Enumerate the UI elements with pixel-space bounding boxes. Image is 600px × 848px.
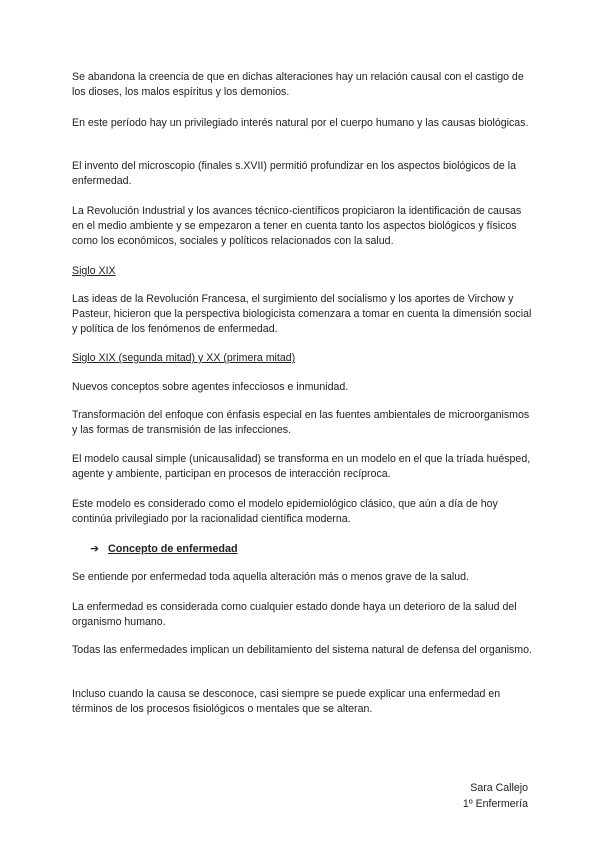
course-label: 1º Enfermería bbox=[462, 798, 528, 810]
section-heading-siglo-xix-xx: Siglo XIX (segunda mitad) y XX (primera mitad) bbox=[72, 352, 296, 364]
paragraph-transformacion: Transformación del enfoque con énfasis especial en las fuentes ambientales de microorganismos y las formas de transmisión de las infecciones. bbox=[72, 409, 530, 436]
paragraph-periodo: En este período hay un privilegiado interés natural por el cuerpo humano y las causas biológicas. bbox=[72, 117, 529, 129]
heading-concepto-enfermedad: Concepto de enfermedad bbox=[108, 543, 238, 555]
section-heading-siglo-xix: Siglo XIX bbox=[72, 265, 116, 277]
author-name: Sara Callejo bbox=[470, 782, 528, 794]
paragraph-modelo-causal: El modelo causal simple (unicausalidad) se transforma en un modelo en el que la tríada huésped, agente y ambiente, participan en procesos de interacción recíproca. bbox=[72, 453, 531, 480]
paragraph-estado-deterioro: La enfermedad es considerada como cualquier estado donde haya un deterioro de la salud del organismo humano. bbox=[72, 601, 517, 628]
paragraph-microscopio: El invento del microscopio (finales s.XVII) permitió profundizar en los aspectos biológicos de la enfermedad. bbox=[72, 160, 516, 187]
paragraph-definicion: Se entiende por enfermedad toda aquella alteración más o menos grave de la salud. bbox=[72, 571, 469, 583]
arrow-right-icon: ➔ bbox=[90, 543, 100, 555]
paragraph-revolucion-francesa: Las ideas de la Revolución Francesa, el surgimiento del socialismo y los aportes de Virchow y Pasteur, hicieron que la perspectiva biologicista comenzara a tomar en cuenta la dimensión social y política de los fenómenos de enfermedad. bbox=[72, 293, 532, 335]
page-footer bbox=[463, 780, 528, 812]
paragraph-modelo-clasico: Este modelo es considerado como el modelo epidemiológico clásico, que aún a día de hoy continúa privilegiado por la racionalidad científica moderna. bbox=[72, 498, 498, 525]
paragraph-causa-desconocida: Incluso cuando la causa se desconoce, casi siempre se puede explicar una enfermedad en términos de los procesos fisiológicos o mentales que se alteran. bbox=[72, 688, 501, 715]
paragraph-creencia: Se abandona la creencia de que en dichas alteraciones hay un relación causal con el castigo de los dioses, los malos espíritus y los demonios. bbox=[72, 71, 524, 98]
paragraph-debilitamiento: Todas las enfermedades implican un debilitamiento del sistema natural de defensa del organismo. bbox=[72, 644, 532, 656]
paragraph-revolucion-industrial: La Revolución Industrial y los avances técnico-científicos propiciaron la identificación de causas en el medio ambiente y se empezaron a tener en cuenta tanto los aspectos biológicos y físicos como los económicos, sociales y políticos relacionados con la salud. bbox=[72, 205, 522, 247]
concepto-heading bbox=[90, 542, 238, 555]
paragraph-agentes-infecciosos: Nuevos conceptos sobre agentes infecciosos e inmunidad. bbox=[72, 381, 349, 393]
